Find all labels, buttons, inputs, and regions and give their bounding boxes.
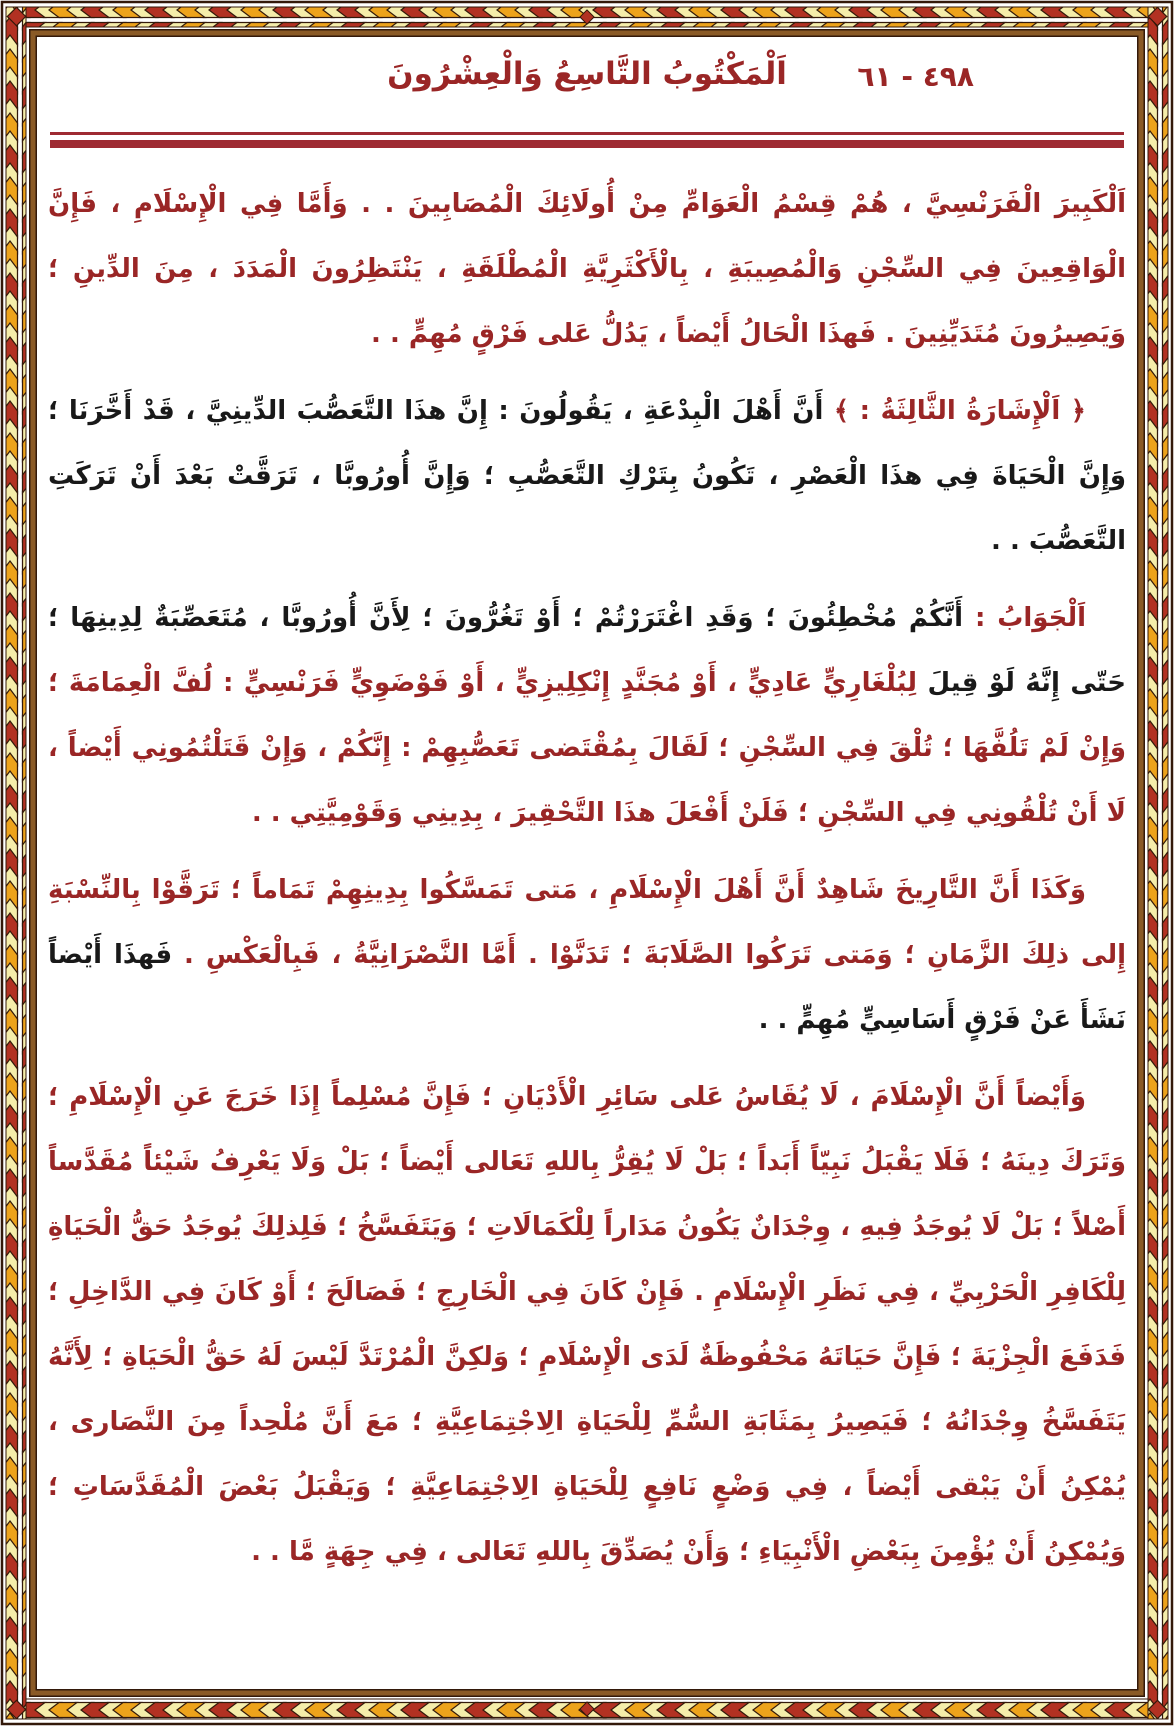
page-number: ٤٩٨ - ٦١ (857, 60, 974, 93)
text-segment-black: أَنَّ أَهْلَ الْبِدْعَةِ ، يَقُولُونَ : إِنَّ هذَا التَّعَصُّبَ الدِّينِيَّ ، قَدْ أَخَّرَنَا ؛ وَإِنَّ الْحَيَاةَ فِي هذَا الْعَصْرِ ، تَكُونُ بِتَرْكِ التَّعَصُّبِ ؛ وَإِنَّ أُورُوبَّا ، تَرَقَّتْ بَعْدَ أَنْ تَرَكَتِ التَّعَصُّبَ . . (48, 396, 1126, 556)
paragraph-5 (48, 1065, 1126, 1585)
chain-border-left (6, 7, 26, 1719)
text-segment-red: اَلْجَوَابُ : (963, 603, 1086, 633)
paragraph-1 (48, 172, 1126, 367)
text-segment-black: فَهذَا أَيْضاً نَشَأَ عَنْ فَرْقٍ أَسَاسِيٍّ مُهِمٍّ . . (48, 940, 1126, 1035)
header-divider (50, 132, 1124, 148)
text-segment-red: لِبُلْغَارِيٍّ عَادِيٍّ ، أَوْ مُجَنَّدٍ إِنْكِلِيزِيٍّ ، أَوْ فَوْضَوِيٍّ فَرَنْسِيٍّ : لُفَّ الْعِمَامَةَ ؛ وَإِنْ لَمْ تَلُفَّهَا ؛ تُلْقَ فِي السِّجْنِ ؛ لَقَالَ بِمُقْتَضى تَعَصُّبِهِمْ : إِنَّكُمْ ، وَإِنْ قَتَلْتُمُونِي أَيْضاً ، لَا أَنْ تُلْقُونِي فِي السِّجْنِ ؛ فَلَنْ أَفْعَلَ هذَا التَّحْقِيرَ ، بِدِينِي وَقَوْمِيَّتِي . . (48, 668, 1126, 828)
text-segment-red: ﴿ اَلْإِشَارَةُ الثَّالِثَةُ : ﴾ (823, 396, 1086, 426)
page-header (48, 44, 1126, 132)
paragraph-4 (48, 858, 1126, 1053)
text-segment-black: أَنَّكُمْ مُخْطِئُونَ ؛ وَقَدِ اغْتَرَرْتُمْ ؛ أَوْ تَغُرُّونَ ؛ لِأَنَّ أُورُوبَّا ، مُتَعَصِّبَةٌ لِدِينِهَا ؛ حَتّى إِنَّهُ لَوْ قِيلَ (48, 603, 1127, 698)
chain-border-right (1148, 7, 1168, 1719)
page-title: اَلْمَكْتُوبُ التَّاسِعُ وَالْعِشْرُونَ (387, 56, 787, 92)
text-segment-red: اَلْكَبِيرَ الْفَرَنْسِيَّ ، هُمْ قِسْمُ الْعَوَامِّ مِنْ أُولَائِكَ الْمُصَابِينَ . . وَأَمَّا فِي الْإِسْلَامِ ، فَإِنَّ الْوَاقِعِينَ فِي السِّجْنِ وَالْمُصِيبَةِ ، بِالْأَكْثَرِيَّةِ الْمُطْلَقَةِ ، يَنْتَظِرُونَ الْمَدَدَ ، مِنَ الدِّينِ ؛ وَيَصِيرُونَ مُتَدَيِّنِينَ . فَهذَا الْحَالُ أَيْضاً ، يَدُلُّ عَلى فَرْقٍ مُهِمٍّ . . (48, 189, 1126, 349)
paragraph-3 (48, 586, 1126, 846)
text-segment-red: وَأَيْضاً أَنَّ الْإِسْلَامَ ، لَا يُقَاسُ عَلى سَائِرِ الْأَدْيَانِ ؛ فَإِنَّ مُسْلِماً إِذَا خَرَجَ عَنِ الْإِسْلَامِ ؛ وَتَرَكَ دِينَهُ ؛ فَلَا يَقْبَلُ نَبِيّاً أَبَداً ؛ بَلْ لَا يُقِرُّ بِاللهِ تَعَالى أَيْضاً ؛ بَلْ وَلَا يَعْرِفُ شَيْئاً مُقَدَّساً أَصْلاً ؛ بَلْ لَا يُوجَدُ فِيهِ ، وِجْدَانٌ يَكُونُ مَدَاراً لِلْكَمَالَاتِ ؛ وَيَتَفَسَّخُ ؛ فَلِذلِكَ يُوجَدُ حَقُّ الْحَيَاةِ لِلْكَافِرِ الْحَرْبِيِّ ، فِي نَظَرِ الْإِسْلَامِ . فَإِنْ كَانَ فِي الْخَارِجِ ؛ فَصَالَحَ ؛ أَوْ كَانَ فِي الدَّاخِلِ ؛ فَدَفَعَ الْجِزْيَةَ ؛ فَإِنَّ حَيَاتَهُ مَحْفُوظَةٌ لَدَى الْإِسْلَامِ ؛ وَلكِنَّ الْمُرْتَدَّ لَيْسَ لَهُ حَقُّ الْحَيَاةِ ؛ لِأَنَّهُ يَتَفَسَّخُ وِجْدَانُهُ ؛ فَيَصِيرُ بِمَثَابَةِ السُّمِّ لِلْحَيَاةِ الِاجْتِمَاعِيَّةِ ؛ مَعَ أَنَّ مُلْحِداً مِنَ النَّصَارى ، يُمْكِنُ أَنْ يَبْقى أَيْضاً ، فِي وَضْعٍ نَافِعٍ لِلْحَيَاةِ الِاجْتِمَاعِيَّةِ ؛ وَيَقْبَلُ بَعْضَ الْمُقَدَّسَاتِ ؛ وَيُمْكِنُ أَنْ يُؤْمِنَ بِبَعْضِ الْأَنْبِيَاءِ ؛ وَأَنْ يُصَدِّقَ بِاللهِ تَعَالى ، فِي جِهَةٍ مَّا . . (48, 1082, 1126, 1567)
body-text (48, 172, 1126, 1585)
header-divider-thin-line (50, 132, 1124, 135)
text-segment-red: وَكَذَا أَنَّ التَّارِيخَ شَاهِدٌ أَنَّ أَهْلَ الْإِسْلَامِ ، مَتى تَمَسَّكُوا بِدِينِهِمْ تَمَاماً ؛ تَرَقَّوْا بِالنِّسْبَةِ إِلى ذلِكَ الزَّمَانِ ؛ وَمَتى تَرَكُوا الصَّلَابَةَ ؛ تَدَنَّوْا . أَمَّا النَّصْرَانِيَّةُ ، فَبِالْعَكْسِ . (48, 875, 1126, 970)
header-divider-thick-line (50, 140, 1124, 148)
paragraph-2 (48, 379, 1126, 574)
page-content (48, 44, 1126, 1682)
